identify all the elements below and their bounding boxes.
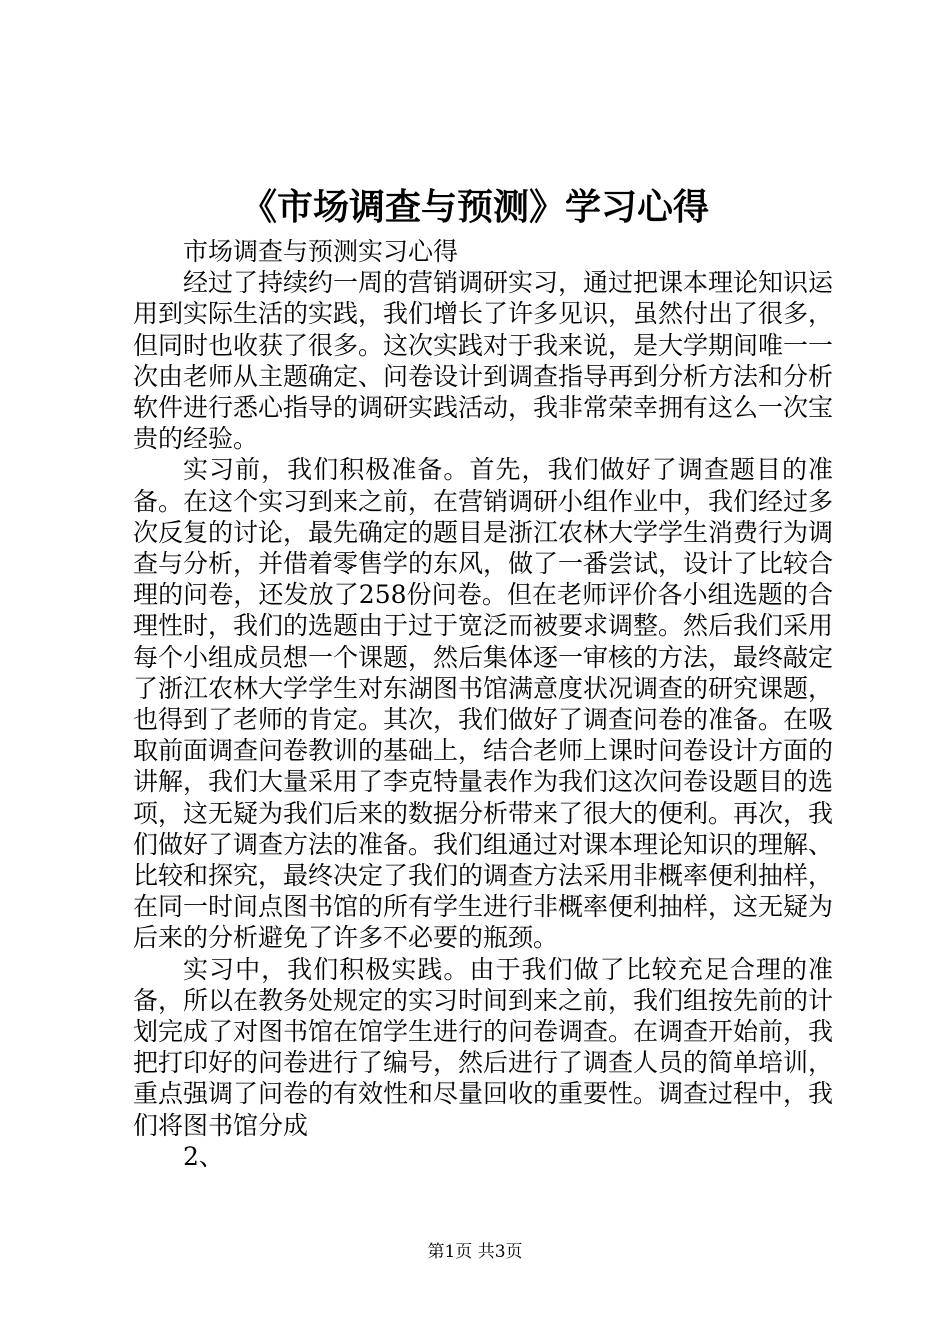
- body-paragraph: 经过了持续约一周的营销调研实习，通过把课本理论知识运用到实际生活的实践，我们增长了许多见识，虽然付出了很多，但同时也收获了很多。这次实践对于我来说，是大学期间唯一一次由老师从主题确定、问卷设计到调查指导再到分析方法和分析软件进行悉心指导的调研实践活动，我非常荣幸拥有这么一次宝贵的经验。: [133, 268, 834, 454]
- body-paragraph: 实习前，我们积极准备。首先，我们做好了调查题目的准备。在这个实习到来之前，在营销调研小组作业中，我们经过多次反复的讨论，最先确定的题目是浙江农林大学学生消费行为调查与分析，并借着零售学的东风，做了一番尝试，设计了比较合理的问卷，还发放了258份问卷。但在老师评价各小组选题的合理性时，我们的选题由于过于宽泛而被要求调整。然后我们采用每个小组成员想一个课题，然后集体逐一审核的方法，最终敲定了浙江农林大学学生对东湖图书馆满意度状况调查的研究课题，也得到了老师的肯定。其次，我们做好了调查问卷的准备。在吸取前面调查问卷教训的基础上，结合老师上课时问卷设计方面的讲解，我们大量采用了李克特量表作为我们这次问卷设题目的选项，这无疑为我们后来的数据分析带来了很大的便利。再次，我们做好了调查方法的准备。我们组通过对课本理论知识的理解、比较和探究，最终决定了我们的调查方法采用非概率便利抽样，在同一时间点图书馆的所有学生进行非概率便利抽样，这无疑为后来的分析避免了许多不必要的瓶颈。: [133, 455, 834, 953]
- subtitle-paragraph: 市场调查与预测实习心得: [183, 237, 459, 266]
- body-paragraph: 实习中，我们积极实践。由于我们做了比较充足合理的准备，所以在教务处规定的实习时间到来之前，我们组按先前的计划完成了对图书馆在馆学生进行的问卷调查。在调查开始前，我把打印好的问卷进行了编号，然后进行了调查人员的简单培训，重点强调了问卷的有效性和尽量回收的重要性。调查过程中，我们将图书馆分成: [133, 954, 834, 1140]
- document-body: [133, 236, 833, 1172]
- page-footer: 第1页 共3页: [427, 1242, 523, 1262]
- body-paragraph: 2、: [183, 1141, 224, 1171]
- document-title: 《市场调查与预测》学习心得: [240, 186, 709, 228]
